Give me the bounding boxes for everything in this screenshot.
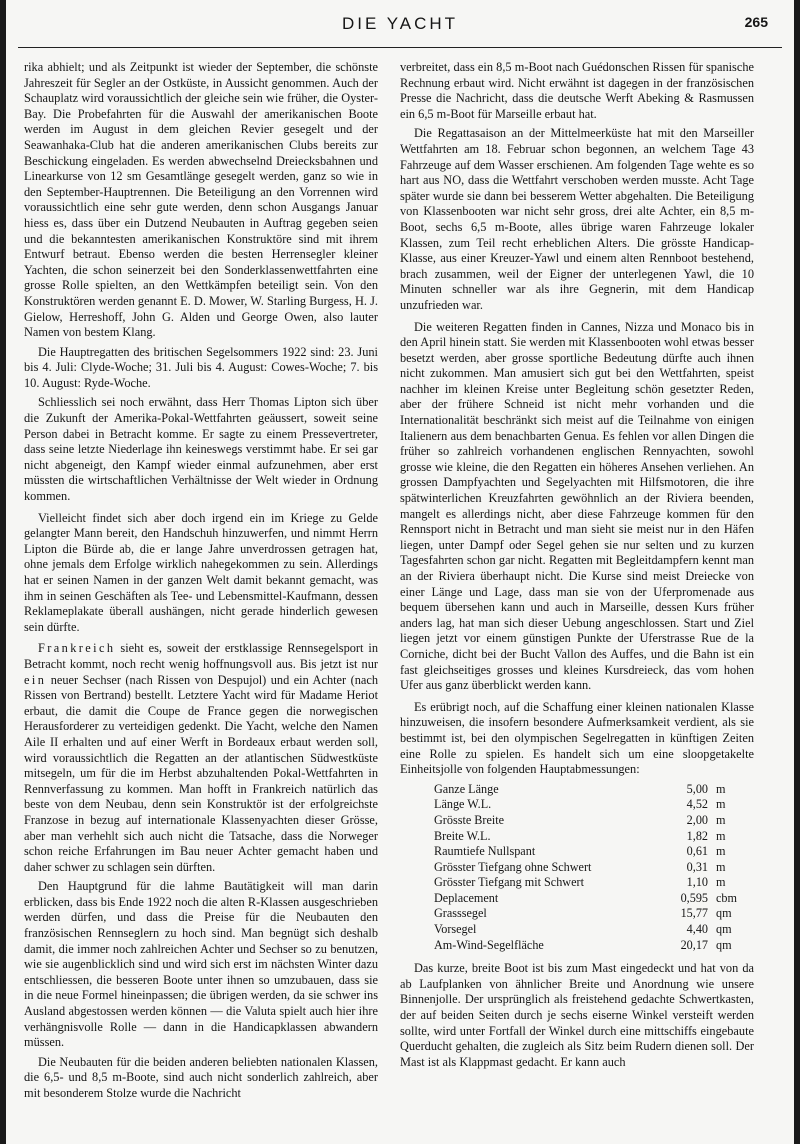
header-rule (18, 47, 782, 48)
left-column (24, 60, 378, 1106)
paragraph: Vielleicht findet sich aber doch irgend ein im Kriege zu Gelde gelangter Mann bereit, den Handschuh hinzuwerfen, und nimmt Herrn Lipton die Bürde ab, die er lange Jahre unverdrossen getragen hat, ohne jemals dem Erfolge wirklich nahegekommen zu sein. Allerdings hat er seinen Namen in der ganzen Welt damit bekannt gemacht, was ihm in seinen Geschäften als Tee- und Lebensmittel-Kaufmann, dessen Reklameplakate überall aushängen, nicht gerade hinderlich gewesen sein dürfte. (24, 510, 378, 634)
dimension-value: 1,82 (686, 828, 708, 843)
dimension-unit: m (716, 859, 726, 874)
paragraph: Den Hauptgrund für die lahme Bautätigkeit will man darin erblicken, dass bis Ende 1922 noch die alten R-Klassen ausgeschrieben werden dürfen, und dass die Preise für die Neubauten den französischen Rennseglern zu hoch sind. Man begnügt sich deshalb damit, die immer noch zahlreichen Achter und Sechser so zu benutzen, wie sie augenblicklich sind und wird sich erst im nächsten Winter dazu entschliessen, die besseren Boote unter ihnen so umzubauen, dass sie in die neue Formel hineinpassen; die übrigen werden, da sie schwer ins Ausland abgestossen werden können — die Valuta spielt auch hier ihre verhängnisvolle Rolle — dann in die Handicapklassen abwandern müssen. (24, 879, 378, 1050)
paragraph-france (24, 641, 378, 875)
dimension-label: Raumtiefe Nullspant (434, 844, 536, 859)
paragraph: Die Hauptregatten des britischen Segelsommers 1922 sind: 23. Juni bis 4. Juli: Clyde-Woche; 31. Juli bis 4. August: Cowes-Woche; 7. bis 10. August: Ryde-Woche. (24, 344, 378, 390)
dimension-label: Grösster Tiefgang ohne Schwert (434, 859, 592, 874)
table-row (434, 829, 750, 845)
dimension-unit: qm (716, 937, 732, 952)
paragraph: verbreitet, dass ein 8,5 m-Boot nach Guédonschen Rissen für spanische Rechnung erbaut wird. Nicht erwähnt ist dagegen in der französischen Presse die Nachricht, dass die deutsche Werft Abeking & Rasmussen ein 6,5 m-Boot für Marseille erbaut hat. (400, 60, 754, 121)
table-row (434, 782, 750, 798)
text-run: neuer Sechser (nach Rissen von Despujol) und ein Achter (nach Rissen von Bertrand) bestellt. Letztere Yacht wird für Madame Heriot erbaut, die damit die Coupe de France gegen die norwegischen Herausforderer zu verteidigen gedenkt. Die Yacht, welche den Namen Aile II erhalten und auf einer Werft in Bordeaux erbaut werden soll, wird voraussichtlich die Regatten an der atlantischen Südwestküste mitsegeln, um für die im Herbst abzuhaltenden Pokal-Wettfahrten in Rennverfassung zu kommen. Man hofft in Frankreich natürlich das beste von dem Neubau, denn sein Konstruktör ist der erfolgreichste Franzose in bezug auf internationale Klassenyachten dieser Grösse, aber man verhehlt sich auch nicht die Tatsache, dass die Norweger schon reiche Erfahrungen im Bau neuer Achter gemacht haben und daher schwer zu schlagen sein dürften. (24, 672, 378, 874)
dimension-label: Länge W.L. (434, 797, 492, 812)
dimension-label: Deplacement (434, 890, 499, 905)
running-title: DIE YACHT (341, 14, 459, 33)
dimension-unit: m (716, 828, 726, 843)
dimension-unit: m (716, 781, 726, 796)
table-row (434, 813, 750, 829)
page-header (0, 14, 800, 44)
dimension-label: Vorsegel (434, 922, 477, 937)
dimension-value: 0,31 (686, 859, 708, 874)
spaced-word: ein (24, 672, 47, 687)
dimension-value: 4,52 (686, 797, 708, 812)
dimension-unit: m (716, 812, 726, 827)
table-row (434, 797, 750, 813)
text-run: sieht es, soweit der erstklassige Rennsegelsport in Betracht kommt, noch recht wenig hoffnungsvoll aus. Bis jetzt ist nur (24, 641, 378, 671)
paragraph: Das kurze, breite Boot ist bis zum Mast eingedeckt und hat von da ab Laufplanken von ähnlicher Breite und Anordnung wie unsere Binnenjolle. Der ursprünglich als freistehend gedachte Schwertkasten, der auf beiden Seiten durch je sechs eiserne Winkel versteift werden sollte, wird unter Fortfall der Winkel durch eine mittschiffs eingebaute Querducht gehalten, die zugleich als Sitz beim Rudern dienen soll. Der Mast ist als Klappmast gedacht. Er kann auch (400, 961, 754, 1069)
dimension-label: Grasssegel (434, 906, 487, 921)
paragraph: Es erübrigt noch, auf die Schaffung einer kleinen nationalen Klasse hinzuweisen, die insofern besondere Aufmerksamkeit verdient, als sie bestimmt ist, bei den olympischen Segelregatten in künftigen Zeiten eine Rolle zu spielen. Es handelt sich um eine sloopgetakelte Einheitsjolle von folgenden Hauptabmessungen: (400, 699, 754, 777)
dimension-value: 15,77 (680, 906, 708, 921)
dimension-value: 1,10 (686, 875, 708, 890)
dimension-value: 4,40 (686, 922, 708, 937)
paragraph: Die Neubauten für die beiden anderen beliebten nationalen Klassen, die 6,5- und 8,5 m-Boote, sind auch nicht sonderlich zahlreich, aber mit besonderem Stolze wurde die Nachricht (24, 1054, 378, 1100)
table-row (434, 906, 750, 922)
page-number: 265 (744, 14, 768, 30)
dimension-label: Breite W.L. (434, 828, 491, 843)
dimension-unit: qm (716, 922, 732, 937)
dimension-unit: m (716, 797, 726, 812)
dimension-value: 0,61 (686, 844, 708, 859)
table-row (434, 844, 750, 860)
paragraph: Die weiteren Regatten finden in Cannes, Nizza und Monaco bis in den April hinein statt. Sie werden mit Klassenbooten wohl etwas besser besetzt werden, aber grosse sportliche Bedeutung dürfte auch ihnen nicht zukommen. Man amusiert sich gut bei den Wettfahrten, speist nachher im kleinen Kreise unter Begleitung schön gesetzter Reden, aber der frühere Schneid ist nicht mehr vorhanden und die Internationalität beschränkt sich meist auf die Teilnahme von einigen Italienern aus dem benachbarten Genua. Es fehlen vor allen Dingen die früher so zahlreich vorhandenen englischen Rennyachten, sowohl grosse wie kleine, die den Regatten ein höheres Ansehen verliehen. An grossen Dampfyachten und Segelyachten mit Hilfsmotoren, die ihre spätwinterlichen Kreuzfahrten gewöhnlich an der Riviera beenden, mangelt es allerdings nicht, aber diese Fahrzeuge kommen für den Rennsport nicht in Betracht und man sieht sie meist nur in den Häfen liegen, unter Dampf oder Segel gehen sie nur selten und zu kurzen Tagesfahrten schon gar nicht. Regatten mit Begleitdampfern kennt man an der Riviera überhaupt nicht. Die Kurse sind meist Dreiecke von einer Länge und Lage, dass man sie von der Uferpromenade aus bequem übersehen kann und auch in Marseille, dessen Kurs früher anders lag, hat man sich dieser Uebung angeschlossen. Start und Ziel liegen jetzt vor einem günstigen Punkte der Uferstrasse Rue de la Corniche, dicht bei der Bucht Vallon des Auffes, und die Bahn ist ein fast gleichseitiges grosses und kleines Kursdreieck, das vom hohen Ufer aus ganz überblickt werden kann. (400, 319, 754, 693)
dimension-value: 2,00 (686, 812, 708, 827)
dimension-unit: cbm (716, 890, 737, 905)
table-row (434, 922, 750, 938)
paragraph: rika abhielt; und als Zeitpunkt ist wieder der September, die schönste Jahreszeit für Segler an der Ostküste, in Aussicht genommen. Auch der Schauplatz wird voraussichtlich der gleiche sein wie früher, die Oyster-Bay. Die Probefahrten für die Auswahl der amerikanischen Boote werden im August in dem gleichen Revier gesegelt und der Seawanhaka-Club hat die anderen amerikanischen Clubs bereits zur Beschickung eingeladen. Es werden abwechselnd Dreiecksbahnen und Linearkurse von 12 sm Gesamtlänge gesegelt werden, ganz so wie in den September-Hauptrennen. Die Beteiligung an den Vorrennen wird voraussichtlich eine sehr gute werden, denn schon Ausgangs Januar hiess es, dass über ein Dutzend Neubauten in Auftrag gegeben seien und die bekanntesten amerikanischen Konstruktöre sind mit ihrem Entwurf betraut. Ebenso werden die besten Herrensegler kleiner Yachten, die schon seinerzeit bei den Sonderklassenwettfahrten eine grosse Rolle spielten, an den Wettkämpfen beteiligt sein. Von den Konstruktören werden genannt E. D. Mower, W. Starling Burgess, H. J. Gielow, Herreshoff, John G. Alden und George Owen, also lauter Namen von bestem Klang. (24, 60, 378, 340)
paragraph: Die Regattasaison an der Mittelmeerküste hat mit den Marseiller Wettfahrten am 18. Februar schon begonnen, an welchem Tage 43 Fahrzeuge auf dem Wasser erschienen. Am folgenden Tage wehte es so hart aus NO, dass die Wettfahrt verschoben werden musste. Acht Tage später wurde sie dann bei besserem Wetter abgehalten. Die Beteiligung von Klassenbooten war nicht sehr gross, drei alte Achter, ein 8,5 m-Boot, sechs 6,5 m-Boote, alles übrige waren Fahrzeuge lokaler Klassen, zum Teil recht erheblichen Alters. Die grösste Handicap-Klasse, aus einer Kreuzer-Yawl und einem alten Rennboot bestehend, brach zusammen, weil der Eigner der unterlegenen Yawl, die 10 Minuten schneller war als ihre Gegnerin, mit dem Handicap unzufrieden war. (400, 126, 754, 312)
dimensions-table (434, 782, 750, 954)
paragraph: Schliesslich sei noch erwähnt, dass Herr Thomas Lipton sich über die Zukunft der Amerika-Pokal-Wettfahrten geäussert, soweit seine Person dabei in Betracht komme. Er sagte zu einem Pressevertreter, dass seine letzte Niederlage ihn keineswegs verstimmt habe. Er sei gar nicht abgeneigt, den Kampf wieder einmal aufzunehmen, aber erst müssten die wirtschaftlichen Verhältnisse der Welt wieder in Ordnung kommen. (24, 395, 378, 504)
dimension-value: 20,17 (680, 937, 708, 952)
dimension-value: 0,595 (680, 890, 708, 905)
dimension-label: Ganze Länge (434, 781, 499, 796)
dimension-unit: m (716, 844, 726, 859)
dimension-label: Grösster Tiefgang mit Schwert (434, 875, 584, 890)
dimension-value: 5,00 (686, 781, 708, 796)
dimension-label: Grösste Breite (434, 812, 505, 827)
spaced-word: Frankreich (38, 641, 116, 656)
scan-edge-left (0, 0, 6, 1144)
table-row (434, 860, 750, 876)
dimension-unit: m (716, 875, 726, 890)
dimension-label: Am-Wind-Segelfläche (434, 937, 544, 952)
scan-edge-right (794, 0, 800, 1144)
dimension-unit: qm (716, 906, 732, 921)
table-row (434, 875, 750, 891)
table-row (434, 938, 750, 954)
right-column (400, 60, 754, 1074)
table-row (434, 891, 750, 907)
